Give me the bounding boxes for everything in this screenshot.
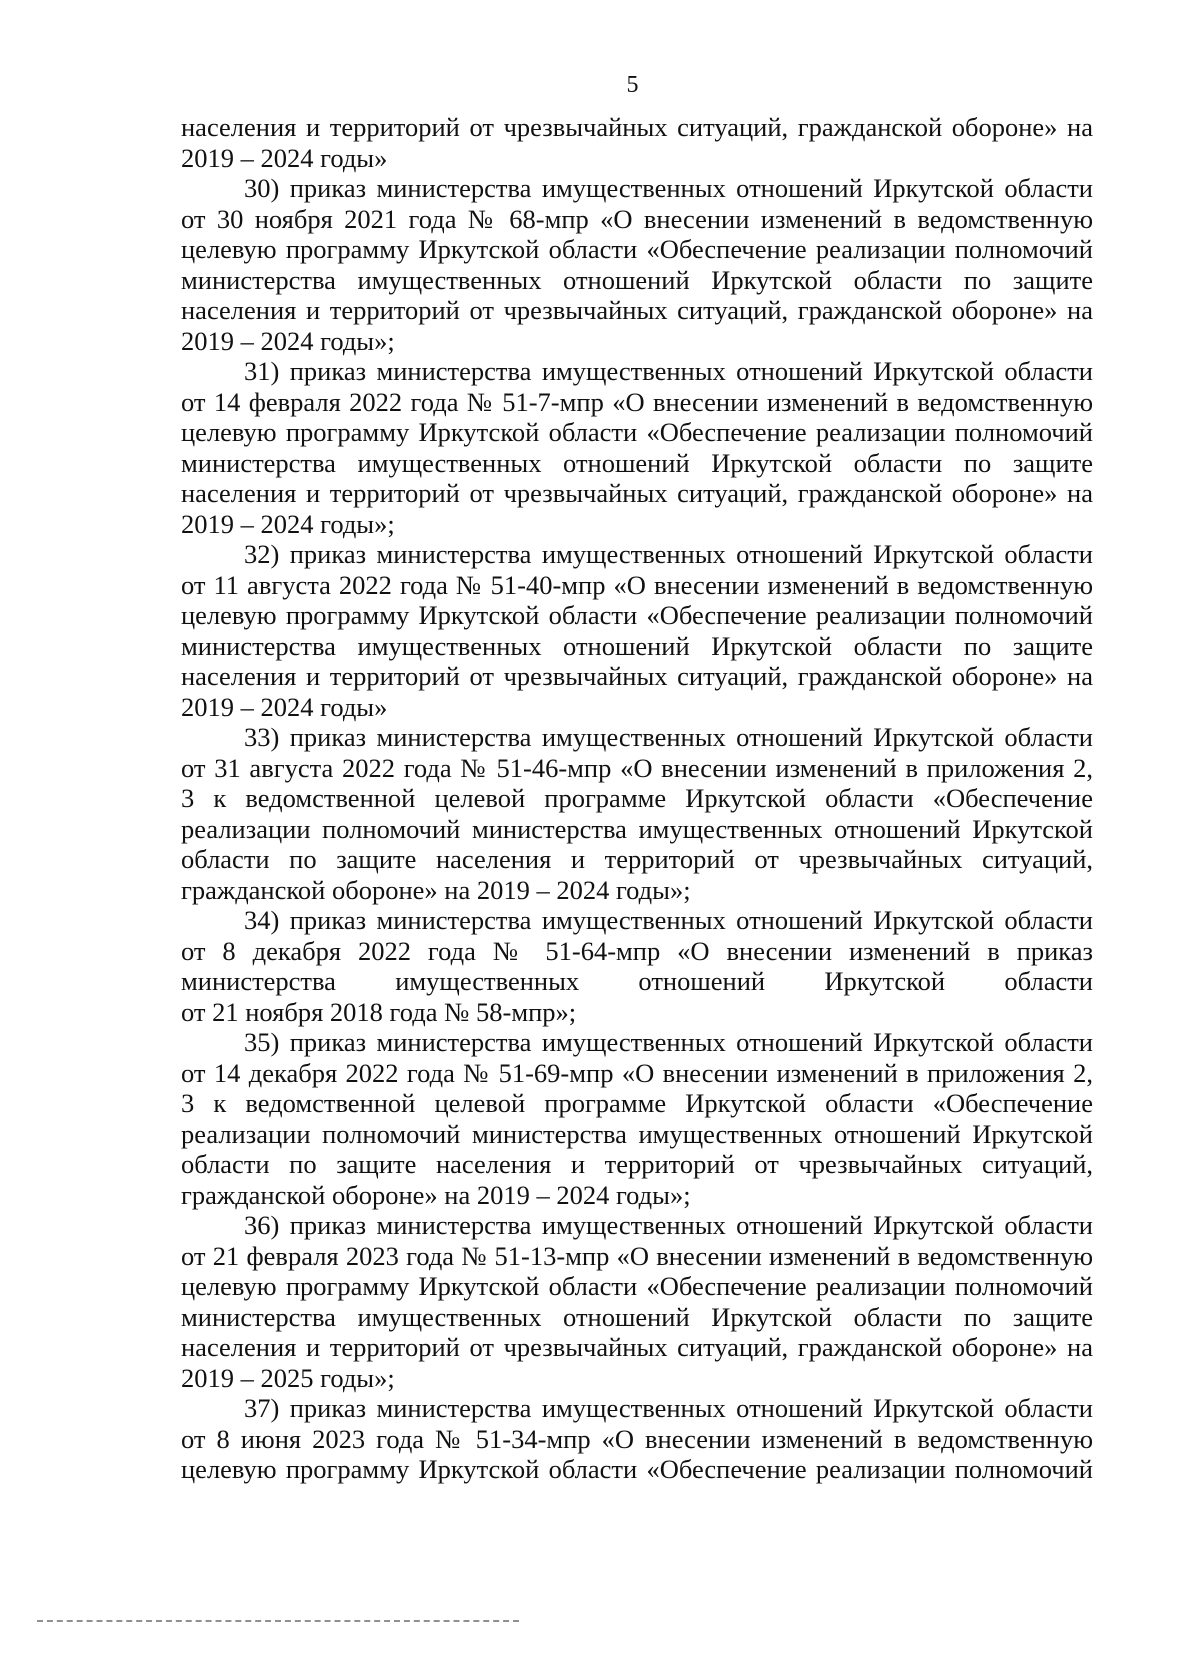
text-line: целевую программу Иркутской области «Обеспечение реализации полномочий [181,1454,1093,1484]
list-item-32 [181,539,1093,722]
list-item-31 [181,356,1093,539]
footer-divider [37,1620,519,1622]
text-line: 36) приказ министерства имущественных отношений Иркутской области [244,1210,1093,1240]
text-line: целевую программу Иркутской области «Обеспечение реализации полномочий [181,234,1093,264]
text-line: 3 к ведомственной целевой программе Иркутской области «Обеспечение [181,1088,1093,1118]
text-line: 32) приказ министерства имущественных отношений Иркутской области [244,539,1093,569]
text-line: от 14 декабря 2022 года № 51-69-мпр «О внесении изменений в приложения 2, [181,1057,1093,1088]
list-item-30 [181,173,1093,356]
text-line: населения и территорий от чрезвычайных ситуаций, гражданской обороне» на [181,295,1093,325]
text-line: целевую программу Иркутской области «Обеспечение реализации полномочий [181,417,1093,447]
list-item-34 [181,905,1093,1027]
paragraph-continuation [181,112,1093,173]
text-line: населения и территорий от чрезвычайных ситуаций, гражданской обороне» на [181,661,1093,691]
text-line: области по защите населения и территорий от чрезвычайных ситуаций, [181,1149,1093,1179]
text-line: 37) приказ министерства имущественных отношений Иркутской области [244,1393,1093,1423]
text-line: населения и территорий от чрезвычайных ситуаций, гражданской обороне» на [181,478,1093,508]
text-line: министерства имущественных отношений Иркутской области по защите [181,447,1093,478]
text-line: от 8 декабря 2022 года № 51-64-мпр «О внесении изменений в приказ [181,935,1093,966]
text-line: населения и территорий от чрезвычайных ситуаций, гражданской обороне» на [181,112,1093,142]
text-line: министерства имущественных отношений Иркутской области по защите [181,264,1093,295]
text-line: 2019 – 2024 годы»; [181,508,395,539]
page-number: 5 [626,72,639,98]
text-line: области по защите населения и территорий от чрезвычайных ситуаций, [181,844,1093,874]
text-line: 35) приказ министерства имущественных отношений Иркутской области [244,1027,1093,1057]
text-line: министерства имущественных отношений Иркутской области [181,966,1093,996]
text-line: реализации полномочий министерства имущественных отношений Иркутской [181,1118,1093,1149]
list-item-36 [181,1210,1093,1393]
text-line: 2019 – 2024 годы»; [181,325,395,356]
text-line: целевую программу Иркутской области «Обеспечение реализации полномочий [181,1271,1093,1301]
text-line: целевую программу Иркутской области «Обеспечение реализации полномочий [181,600,1093,630]
text-line: от 11 августа 2022 года № 51-40-мпр «О внесении изменений в ведомственную [181,569,1093,600]
text-line: населения и территорий от чрезвычайных ситуаций, гражданской обороне» на [181,1332,1093,1362]
text-line: от 31 августа 2022 года № 51-46-мпр «О внесении изменений в приложения 2, [181,752,1093,783]
text-line: гражданской обороне» на 2019 – 2024 годы»; [181,1179,691,1210]
list-item-33 [181,722,1093,905]
text-line: министерства имущественных отношений Иркутской области по защите [181,630,1093,661]
text-line: от 21 февраля 2023 года № 51-13-мпр «О внесении изменений в ведомственную [181,1240,1093,1271]
text-line: 30) приказ министерства имущественных отношений Иркутской области [244,173,1093,203]
document-body [181,112,1093,1485]
text-line: от 21 ноября 2018 года № 58-мпр»; [181,996,577,1027]
text-line: от 8 июня 2023 года № 51-34-мпр «О внесении изменений в ведомственную [181,1423,1093,1454]
text-line: 2019 – 2024 годы» [181,142,388,173]
text-line: реализации полномочий министерства имущественных отношений Иркутской [181,813,1093,844]
text-line: гражданской обороне» на 2019 – 2024 годы»; [181,874,691,905]
text-line: от 14 февраля 2022 года № 51-7-мпр «О внесении изменений в ведомственную [181,386,1093,417]
text-line: 3 к ведомственной целевой программе Иркутской области «Обеспечение [181,783,1093,813]
text-line: 33) приказ министерства имущественных отношений Иркутской области [244,722,1093,752]
list-item-35 [181,1027,1093,1210]
text-line: 2019 – 2025 годы»; [181,1362,395,1393]
text-line: министерства имущественных отношений Иркутской области по защите [181,1301,1093,1332]
text-line: 34) приказ министерства имущественных отношений Иркутской области [244,905,1093,935]
text-line: 2019 – 2024 годы» [181,691,388,722]
text-line: 31) приказ министерства имущественных отношений Иркутской области [244,356,1093,386]
list-item-37 [181,1393,1093,1485]
text-line: от 30 ноября 2021 года № 68-мпр «О внесении изменений в ведомственную [181,203,1093,234]
